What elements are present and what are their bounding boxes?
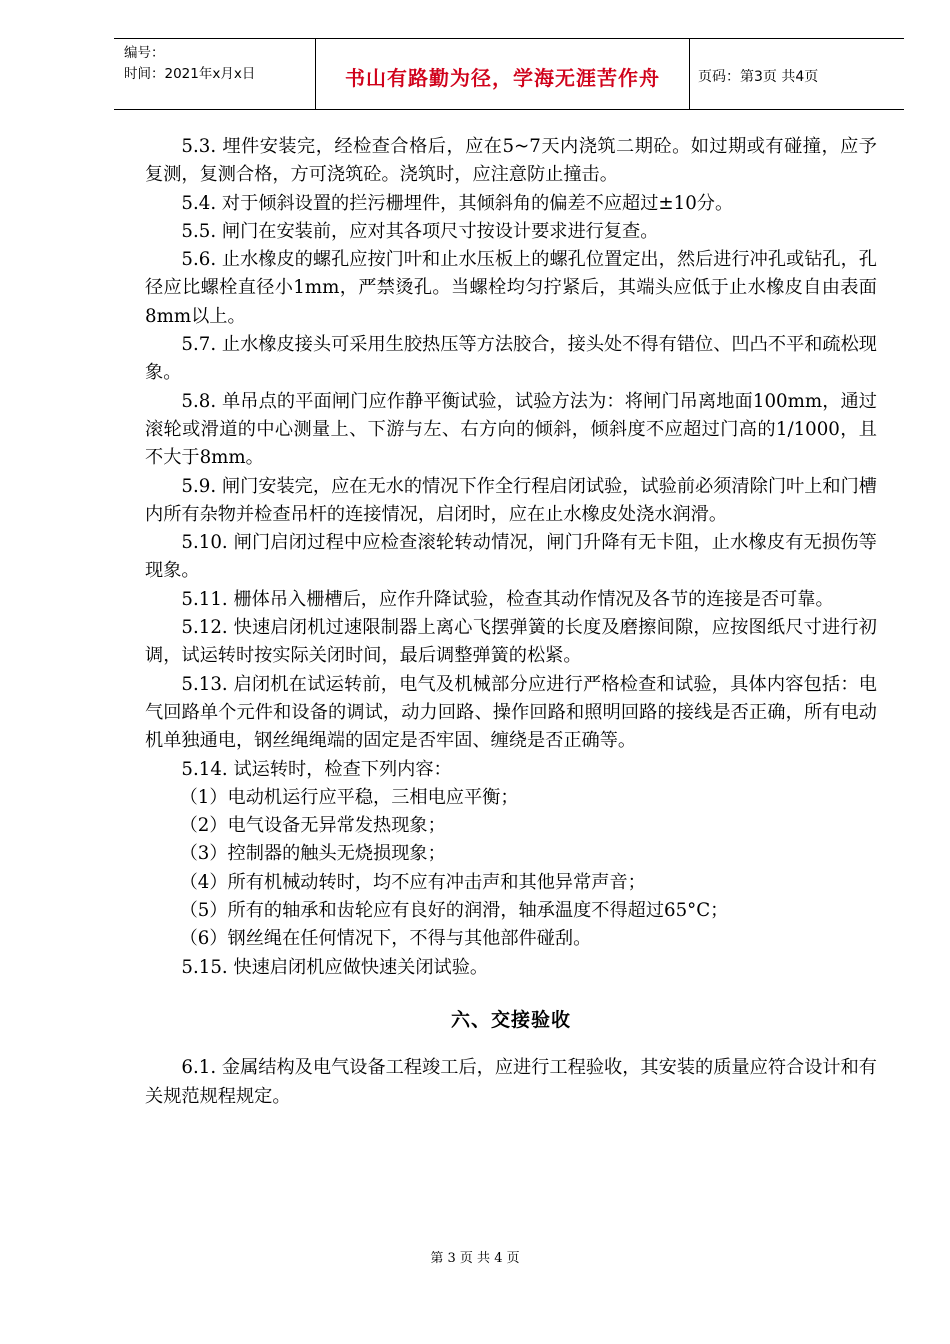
list-item: （5）所有的轴承和齿轮应有良好的润滑，轴承温度不得超过65°C；	[179, 900, 729, 922]
document-body	[145, 133, 877, 1111]
list-item: （2）电气设备无异常发热现象；	[179, 815, 446, 837]
paragraph: 5.10. 闸门启闭过程中应检查滚轮转动情况，闸门升降有无卡阻，止水橡皮有无损伤等现象。	[145, 532, 877, 582]
page-footer: 第 3 页 共 4 页	[430, 1251, 520, 1266]
paragraph: 5.3. 埋件安装完，经检查合格后，应在5~7天内浇筑二期砼。如过期或有碰撞，应予复测，复测合格，方可浇筑砼。浇筑时，应注意防止撞击。	[145, 136, 877, 186]
paragraph: 6.1. 金属结构及电气设备工程竣工后，应进行工程验收，其安装的质量应符合设计和有关规范规程规定。	[145, 1057, 877, 1107]
number-label: 编号：	[124, 45, 165, 61]
time-label: 时间：2021年x月x日	[124, 66, 256, 82]
paragraph: 5.15. 快速启闭机应做快速关闭试验。	[181, 956, 489, 978]
paragraph: 5.4. 对于倾斜设置的拦污栅埋件，其倾斜角的偏差不应超过±10分。	[181, 192, 734, 214]
section-title: 六、交接验收	[450, 1008, 571, 1031]
paragraph: 5.14. 试运转时，检查下列内容：	[181, 758, 452, 780]
list-item: （1）电动机运行应平稳，三相电应平衡；	[179, 786, 519, 808]
paragraph: 5.8. 单吊点的平面闸门应作静平衡试验，试验方法为：将闸门吊离地面100mm，通过滚轮或滑道的中心测量上、下游与左、右方向的倾斜，倾斜度不应超过门高的1/1000，且不大于8mm。	[145, 390, 877, 469]
paragraph: 5.9. 闸门安装完，应在无水的情况下作全行程启闭试验，试验前必须清除门叶上和门槽内所有杂物并检查吊杆的连接情况，启闭时，应在止水橡皮处浇水润滑。	[145, 475, 877, 525]
header-motto: 书山有路勤为径，学海无涯苦作舟	[316, 39, 690, 109]
header-meta	[114, 39, 316, 109]
paragraph: 5.7. 止水橡皮接头可采用生胶热压等方法胶合，接头处不得有错位、凹凸不平和疏松现象。	[145, 334, 877, 384]
paragraph: 5.11. 栅体吊入栅槽后，应作升降试验，检查其动作情况及各节的连接是否可靠。	[181, 588, 834, 610]
paragraph: 5.5. 闸门在安装前，应对其各项尺寸按设计要求进行复查。	[181, 220, 659, 242]
list-item: （6）钢丝绳在任何情况下，不得与其他部件碰刮。	[179, 928, 592, 950]
paragraph: 5.12. 快速启闭机过速限制器上离心飞摆弹簧的长度及磨擦间隙，应按图纸尺寸进行初调，试运转时按实际关闭时间，最后调整弹簧的松紧。	[145, 617, 877, 667]
paragraph: 5.6. 止水橡皮的螺孔应按门叶和止水压板上的螺孔位置定出，然后进行冲孔或钻孔，孔径应比螺栓直径小1mm，严禁烫孔。当螺栓均匀拧紧后，其端头应低于止水橡皮自由表面8mm以上。	[145, 249, 877, 327]
list-item: （4）所有机械动转时，均不应有冲击声和其他异常声音；	[179, 871, 646, 893]
paragraph: 5.13. 启闭机在试运转前，电气及机械部分应进行严格检查和试验，具体内容包括：电气回路单个元件和设备的调试，动力回路、操作回路和照明回路的接线是否正确，所有电动机单独通电，钢丝绳绳端的固定是否牢固、缠绕是否正确等。	[145, 673, 877, 752]
list-item: （3）控制器的触头无烧损现象；	[179, 843, 446, 865]
header-page-label: 页码：第3页 共4页	[698, 69, 819, 85]
page-header	[114, 38, 904, 110]
